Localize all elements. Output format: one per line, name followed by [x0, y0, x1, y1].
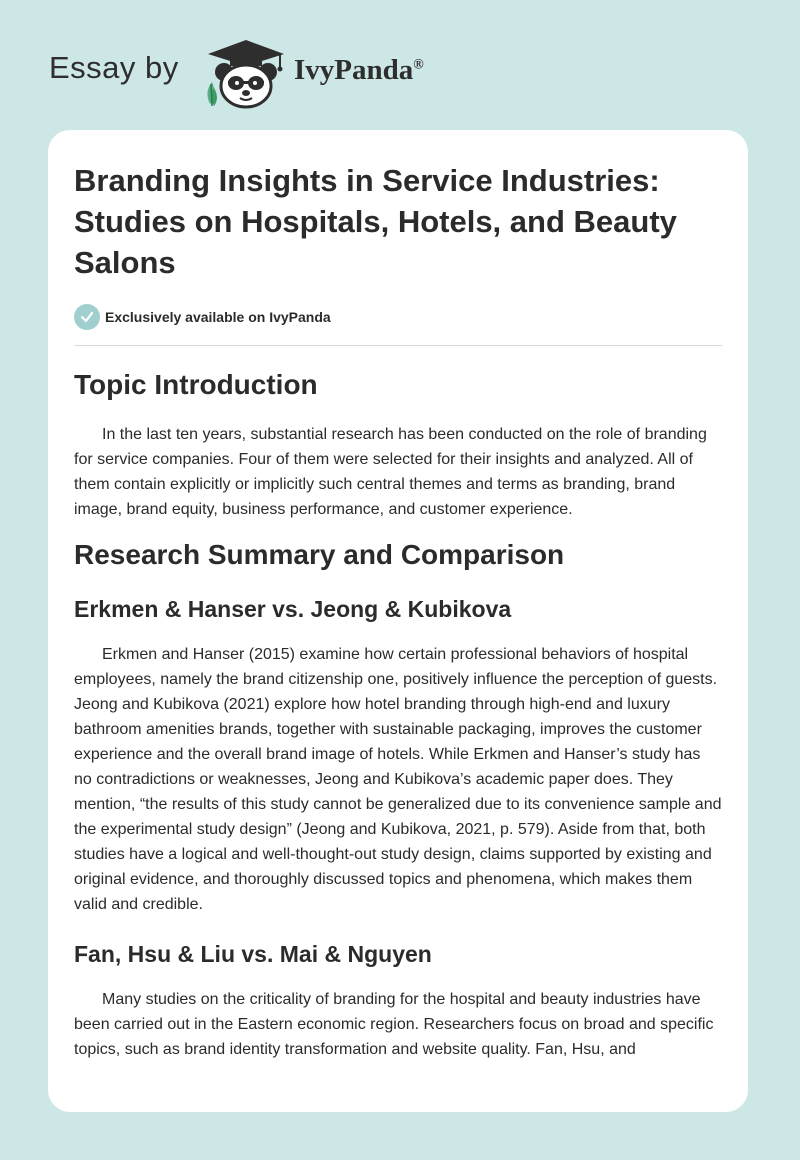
section-heading-research-summary: Research Summary and Comparison: [74, 539, 565, 570]
title-divider: [74, 345, 722, 346]
subsection-heading-fan-mai: Fan, Hsu & Liu vs. Mai & Nguyen: [74, 941, 432, 967]
exclusive-badge-label: Exclusively available on IvyPanda: [105, 309, 331, 325]
paragraph-fan-mai: Many studies on the criticality of branding for the hospital and beauty industries have been carried out in the Eastern economic region. Researchers focus on broad and specific topics, such as brand identity transformation and website quality. Fan, Hsu, and: [74, 991, 714, 1058]
check-circle-icon: [74, 304, 100, 330]
exclusive-badge: [74, 303, 722, 331]
section-heading-topic-introduction: Topic Introduction: [74, 369, 318, 400]
paragraph-erkmen-jeong: Erkmen and Hanser (2015) examine how certain professional behaviors of hospital employees, namely the brand citizenship one, positively influence the perception of guests. Jeong and Kubikova (2021) explore how hotel branding through high-end and luxury bathroom amenities brands, together with sustainable packaging, improves the customer experience and the overall brand image of hotels. While Erkmen and Hanser’s study has no contradictions or weaknesses, Jeong and Kubikova’s academic paper does. They mention, “the results of this study cannot be generalized due to its convenience sample and the experimental study design” (Jeong and Kubikova, 2021, p. 579). Aside from that, both studies have a logical and well-thought-out study design, claims supported by existing and original evidence, and thoroughly discussed topics and phenomena, which makes them valid and credible.: [74, 646, 722, 913]
paragraph-topic-introduction: In the last ten years, substantial research has been conducted on the role of branding for service companies. Four of them were selected for their insights and analyzed. All of them contain explicitly or implicitly such central themes and terms as branding, brand image, brand equity, business performance, and customer experience.: [74, 426, 707, 518]
brand-name[interactable]: [294, 54, 424, 87]
brand-text: IvyPanda: [294, 54, 414, 86]
site-header: [0, 0, 800, 130]
registered-mark: ®: [413, 57, 424, 73]
essay-by-label: Essay by: [49, 50, 179, 85]
ivypanda-logo-icon[interactable]: [200, 38, 292, 110]
essay-card: [48, 130, 748, 1112]
subsection-heading-erkmen-jeong: Erkmen & Hanser vs. Jeong & Kubikova: [74, 596, 512, 622]
essay-title: Branding Insights in Service Industries: Studies on Hospitals, Hotels, and Beauty Salons: [74, 163, 677, 280]
